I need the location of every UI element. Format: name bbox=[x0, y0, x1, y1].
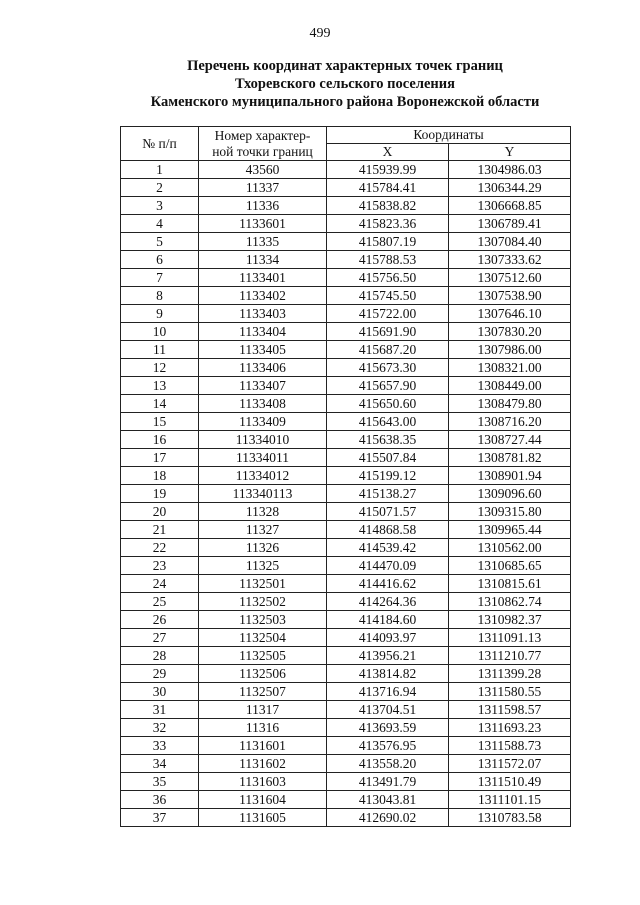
cell-x: 413814.82 bbox=[327, 665, 449, 683]
cell-row-number: 23 bbox=[121, 557, 199, 575]
cell-y: 1308781.82 bbox=[449, 449, 571, 467]
cell-row-number: 33 bbox=[121, 737, 199, 755]
cell-x: 413693.59 bbox=[327, 719, 449, 737]
cell-point-number: 11335 bbox=[199, 233, 327, 251]
cell-y: 1311091.13 bbox=[449, 629, 571, 647]
cell-y: 1310815.61 bbox=[449, 575, 571, 593]
cell-point-number: 11336 bbox=[199, 197, 327, 215]
cell-x: 414539.42 bbox=[327, 539, 449, 557]
cell-x: 415687.20 bbox=[327, 341, 449, 359]
table-row bbox=[121, 269, 571, 287]
cell-point-number: 11317 bbox=[199, 701, 327, 719]
table-row bbox=[121, 251, 571, 269]
cell-y: 1310685.65 bbox=[449, 557, 571, 575]
cell-row-number: 13 bbox=[121, 377, 199, 395]
cell-row-number: 34 bbox=[121, 755, 199, 773]
cell-x: 415745.50 bbox=[327, 287, 449, 305]
cell-point-number: 1133405 bbox=[199, 341, 327, 359]
table-row bbox=[121, 719, 571, 737]
cell-row-number: 25 bbox=[121, 593, 199, 611]
cell-x: 415071.57 bbox=[327, 503, 449, 521]
cell-y: 1307084.40 bbox=[449, 233, 571, 251]
cell-point-number: 1132506 bbox=[199, 665, 327, 683]
table-row bbox=[121, 701, 571, 719]
document-title bbox=[120, 57, 570, 111]
cell-point-number: 11337 bbox=[199, 179, 327, 197]
cell-x: 413558.20 bbox=[327, 755, 449, 773]
cell-y: 1311572.07 bbox=[449, 755, 571, 773]
title-line-1: Перечень координат характерных точек границ bbox=[187, 58, 503, 74]
table-row bbox=[121, 341, 571, 359]
cell-row-number: 14 bbox=[121, 395, 199, 413]
cell-y: 1311101.15 bbox=[449, 791, 571, 809]
table-row bbox=[121, 557, 571, 575]
table-row bbox=[121, 647, 571, 665]
cell-x: 415939.99 bbox=[327, 161, 449, 179]
table-row bbox=[121, 755, 571, 773]
cell-y: 1307538.90 bbox=[449, 287, 571, 305]
table-row bbox=[121, 161, 571, 179]
cell-y: 1308727.44 bbox=[449, 431, 571, 449]
cell-x: 415673.30 bbox=[327, 359, 449, 377]
cell-point-number: 1131602 bbox=[199, 755, 327, 773]
cell-row-number: 17 bbox=[121, 449, 199, 467]
cell-y: 1311510.49 bbox=[449, 773, 571, 791]
table-row bbox=[121, 413, 571, 431]
cell-x: 413956.21 bbox=[327, 647, 449, 665]
cell-row-number: 37 bbox=[121, 809, 199, 827]
cell-y: 1309096.60 bbox=[449, 485, 571, 503]
cell-y: 1311399.28 bbox=[449, 665, 571, 683]
cell-row-number: 28 bbox=[121, 647, 199, 665]
cell-x: 413704.51 bbox=[327, 701, 449, 719]
cell-point-number: 1132507 bbox=[199, 683, 327, 701]
cell-point-number: 1132504 bbox=[199, 629, 327, 647]
cell-row-number: 5 bbox=[121, 233, 199, 251]
table-row bbox=[121, 791, 571, 809]
cell-x: 415756.50 bbox=[327, 269, 449, 287]
page-number: 499 bbox=[309, 26, 331, 41]
cell-row-number: 11 bbox=[121, 341, 199, 359]
cell-row-number: 30 bbox=[121, 683, 199, 701]
cell-point-number: 1133409 bbox=[199, 413, 327, 431]
cell-row-number: 8 bbox=[121, 287, 199, 305]
cell-y: 1310783.58 bbox=[449, 809, 571, 827]
cell-y: 1309965.44 bbox=[449, 521, 571, 539]
cell-row-number: 9 bbox=[121, 305, 199, 323]
header-y: Y bbox=[449, 144, 571, 161]
cell-x: 415784.41 bbox=[327, 179, 449, 197]
cell-row-number: 27 bbox=[121, 629, 199, 647]
header-coordinates: Координаты bbox=[327, 127, 571, 144]
cell-row-number: 7 bbox=[121, 269, 199, 287]
cell-x: 413576.95 bbox=[327, 737, 449, 755]
cell-row-number: 1 bbox=[121, 161, 199, 179]
cell-row-number: 24 bbox=[121, 575, 199, 593]
cell-y: 1310562.00 bbox=[449, 539, 571, 557]
cell-y: 1311693.23 bbox=[449, 719, 571, 737]
cell-row-number: 16 bbox=[121, 431, 199, 449]
table-row bbox=[121, 467, 571, 485]
cell-x: 414868.58 bbox=[327, 521, 449, 539]
title-line-2: Тхоревского сельского поселения bbox=[235, 76, 455, 92]
cell-x: 415838.82 bbox=[327, 197, 449, 215]
cell-x: 415691.90 bbox=[327, 323, 449, 341]
cell-y: 1311580.55 bbox=[449, 683, 571, 701]
cell-row-number: 2 bbox=[121, 179, 199, 197]
cell-point-number: 1133407 bbox=[199, 377, 327, 395]
cell-x: 414184.60 bbox=[327, 611, 449, 629]
cell-x: 415657.90 bbox=[327, 377, 449, 395]
cell-x: 412690.02 bbox=[327, 809, 449, 827]
cell-point-number: 11326 bbox=[199, 539, 327, 557]
cell-y: 1308479.80 bbox=[449, 395, 571, 413]
cell-x: 415638.35 bbox=[327, 431, 449, 449]
table-row bbox=[121, 575, 571, 593]
table-row bbox=[121, 611, 571, 629]
table-body bbox=[121, 161, 571, 827]
cell-point-number: 1133403 bbox=[199, 305, 327, 323]
cell-x: 415807.19 bbox=[327, 233, 449, 251]
cell-x: 415507.84 bbox=[327, 449, 449, 467]
cell-row-number: 15 bbox=[121, 413, 199, 431]
table-row bbox=[121, 431, 571, 449]
cell-row-number: 31 bbox=[121, 701, 199, 719]
cell-row-number: 12 bbox=[121, 359, 199, 377]
cell-y: 1307512.60 bbox=[449, 269, 571, 287]
cell-x: 415722.00 bbox=[327, 305, 449, 323]
cell-x: 415138.27 bbox=[327, 485, 449, 503]
cell-point-number: 11325 bbox=[199, 557, 327, 575]
cell-y: 1308901.94 bbox=[449, 467, 571, 485]
cell-point-number: 11334010 bbox=[199, 431, 327, 449]
cell-point-number: 11334011 bbox=[199, 449, 327, 467]
cell-row-number: 19 bbox=[121, 485, 199, 503]
table-row bbox=[121, 485, 571, 503]
table-row bbox=[121, 305, 571, 323]
table-row bbox=[121, 503, 571, 521]
cell-y: 1308449.00 bbox=[449, 377, 571, 395]
table-row bbox=[121, 377, 571, 395]
table-row bbox=[121, 521, 571, 539]
cell-row-number: 6 bbox=[121, 251, 199, 269]
cell-point-number: 1133406 bbox=[199, 359, 327, 377]
cell-row-number: 26 bbox=[121, 611, 199, 629]
table-row bbox=[121, 323, 571, 341]
cell-point-number: 1131605 bbox=[199, 809, 327, 827]
cell-y: 1308321.00 bbox=[449, 359, 571, 377]
cell-row-number: 29 bbox=[121, 665, 199, 683]
cell-row-number: 36 bbox=[121, 791, 199, 809]
cell-y: 1306668.85 bbox=[449, 197, 571, 215]
table-row bbox=[121, 593, 571, 611]
cell-y: 1304986.03 bbox=[449, 161, 571, 179]
cell-y: 1307646.10 bbox=[449, 305, 571, 323]
cell-point-number: 11327 bbox=[199, 521, 327, 539]
header-point-number-line-2: ной точки границ bbox=[212, 143, 313, 159]
cell-x: 414470.09 bbox=[327, 557, 449, 575]
cell-point-number: 1132505 bbox=[199, 647, 327, 665]
cell-row-number: 18 bbox=[121, 467, 199, 485]
header-x: X bbox=[327, 144, 449, 161]
table-row bbox=[121, 665, 571, 683]
coordinates-table bbox=[120, 126, 571, 827]
cell-y: 1307830.20 bbox=[449, 323, 571, 341]
cell-point-number: 1133401 bbox=[199, 269, 327, 287]
cell-y: 1310862.74 bbox=[449, 593, 571, 611]
table-row bbox=[121, 809, 571, 827]
table-row bbox=[121, 539, 571, 557]
header-point-number bbox=[199, 127, 327, 161]
cell-point-number: 1132501 bbox=[199, 575, 327, 593]
cell-point-number: 1131603 bbox=[199, 773, 327, 791]
table-row bbox=[121, 215, 571, 233]
cell-row-number: 4 bbox=[121, 215, 199, 233]
cell-x: 415788.53 bbox=[327, 251, 449, 269]
table-row bbox=[121, 737, 571, 755]
table-row bbox=[121, 197, 571, 215]
cell-point-number: 1133402 bbox=[199, 287, 327, 305]
cell-point-number: 1131601 bbox=[199, 737, 327, 755]
cell-point-number: 1133408 bbox=[199, 395, 327, 413]
table-header bbox=[121, 127, 571, 161]
cell-y: 1307333.62 bbox=[449, 251, 571, 269]
cell-row-number: 35 bbox=[121, 773, 199, 791]
cell-y: 1311210.77 bbox=[449, 647, 571, 665]
table-row bbox=[121, 629, 571, 647]
cell-y: 1306789.41 bbox=[449, 215, 571, 233]
cell-row-number: 22 bbox=[121, 539, 199, 557]
cell-point-number: 1133404 bbox=[199, 323, 327, 341]
cell-point-number: 1132503 bbox=[199, 611, 327, 629]
cell-x: 415199.12 bbox=[327, 467, 449, 485]
cell-point-number: 11334 bbox=[199, 251, 327, 269]
cell-row-number: 3 bbox=[121, 197, 199, 215]
cell-y: 1310982.37 bbox=[449, 611, 571, 629]
cell-point-number: 11316 bbox=[199, 719, 327, 737]
cell-row-number: 10 bbox=[121, 323, 199, 341]
header-point-number-line-1: Номер характер- bbox=[214, 127, 311, 143]
table-row bbox=[121, 773, 571, 791]
table-row bbox=[121, 683, 571, 701]
table-row bbox=[121, 359, 571, 377]
cell-y: 1311588.73 bbox=[449, 737, 571, 755]
cell-x: 415823.36 bbox=[327, 215, 449, 233]
cell-point-number: 1131604 bbox=[199, 791, 327, 809]
cell-row-number: 20 bbox=[121, 503, 199, 521]
cell-row-number: 32 bbox=[121, 719, 199, 737]
cell-x: 414264.36 bbox=[327, 593, 449, 611]
cell-y: 1308716.20 bbox=[449, 413, 571, 431]
cell-x: 413043.81 bbox=[327, 791, 449, 809]
table-row bbox=[121, 179, 571, 197]
cell-x: 415643.00 bbox=[327, 413, 449, 431]
table-row bbox=[121, 395, 571, 413]
cell-point-number: 11334012 bbox=[199, 467, 327, 485]
table-row bbox=[121, 287, 571, 305]
cell-point-number: 1132502 bbox=[199, 593, 327, 611]
cell-y: 1311598.57 bbox=[449, 701, 571, 719]
title-line-3: Каменского муниципального района Воронежской области bbox=[150, 94, 540, 110]
cell-point-number: 1133601 bbox=[199, 215, 327, 233]
cell-point-number: 43560 bbox=[199, 161, 327, 179]
header-row-number: № п/п bbox=[121, 127, 199, 161]
cell-point-number: 113340113 bbox=[199, 485, 327, 503]
cell-x: 415650.60 bbox=[327, 395, 449, 413]
cell-x: 414416.62 bbox=[327, 575, 449, 593]
cell-y: 1309315.80 bbox=[449, 503, 571, 521]
cell-row-number: 21 bbox=[121, 521, 199, 539]
table-row bbox=[121, 449, 571, 467]
cell-y: 1306344.29 bbox=[449, 179, 571, 197]
table-row bbox=[121, 233, 571, 251]
cell-point-number: 11328 bbox=[199, 503, 327, 521]
cell-x: 413491.79 bbox=[327, 773, 449, 791]
cell-x: 413716.94 bbox=[327, 683, 449, 701]
cell-x: 414093.97 bbox=[327, 629, 449, 647]
cell-y: 1307986.00 bbox=[449, 341, 571, 359]
